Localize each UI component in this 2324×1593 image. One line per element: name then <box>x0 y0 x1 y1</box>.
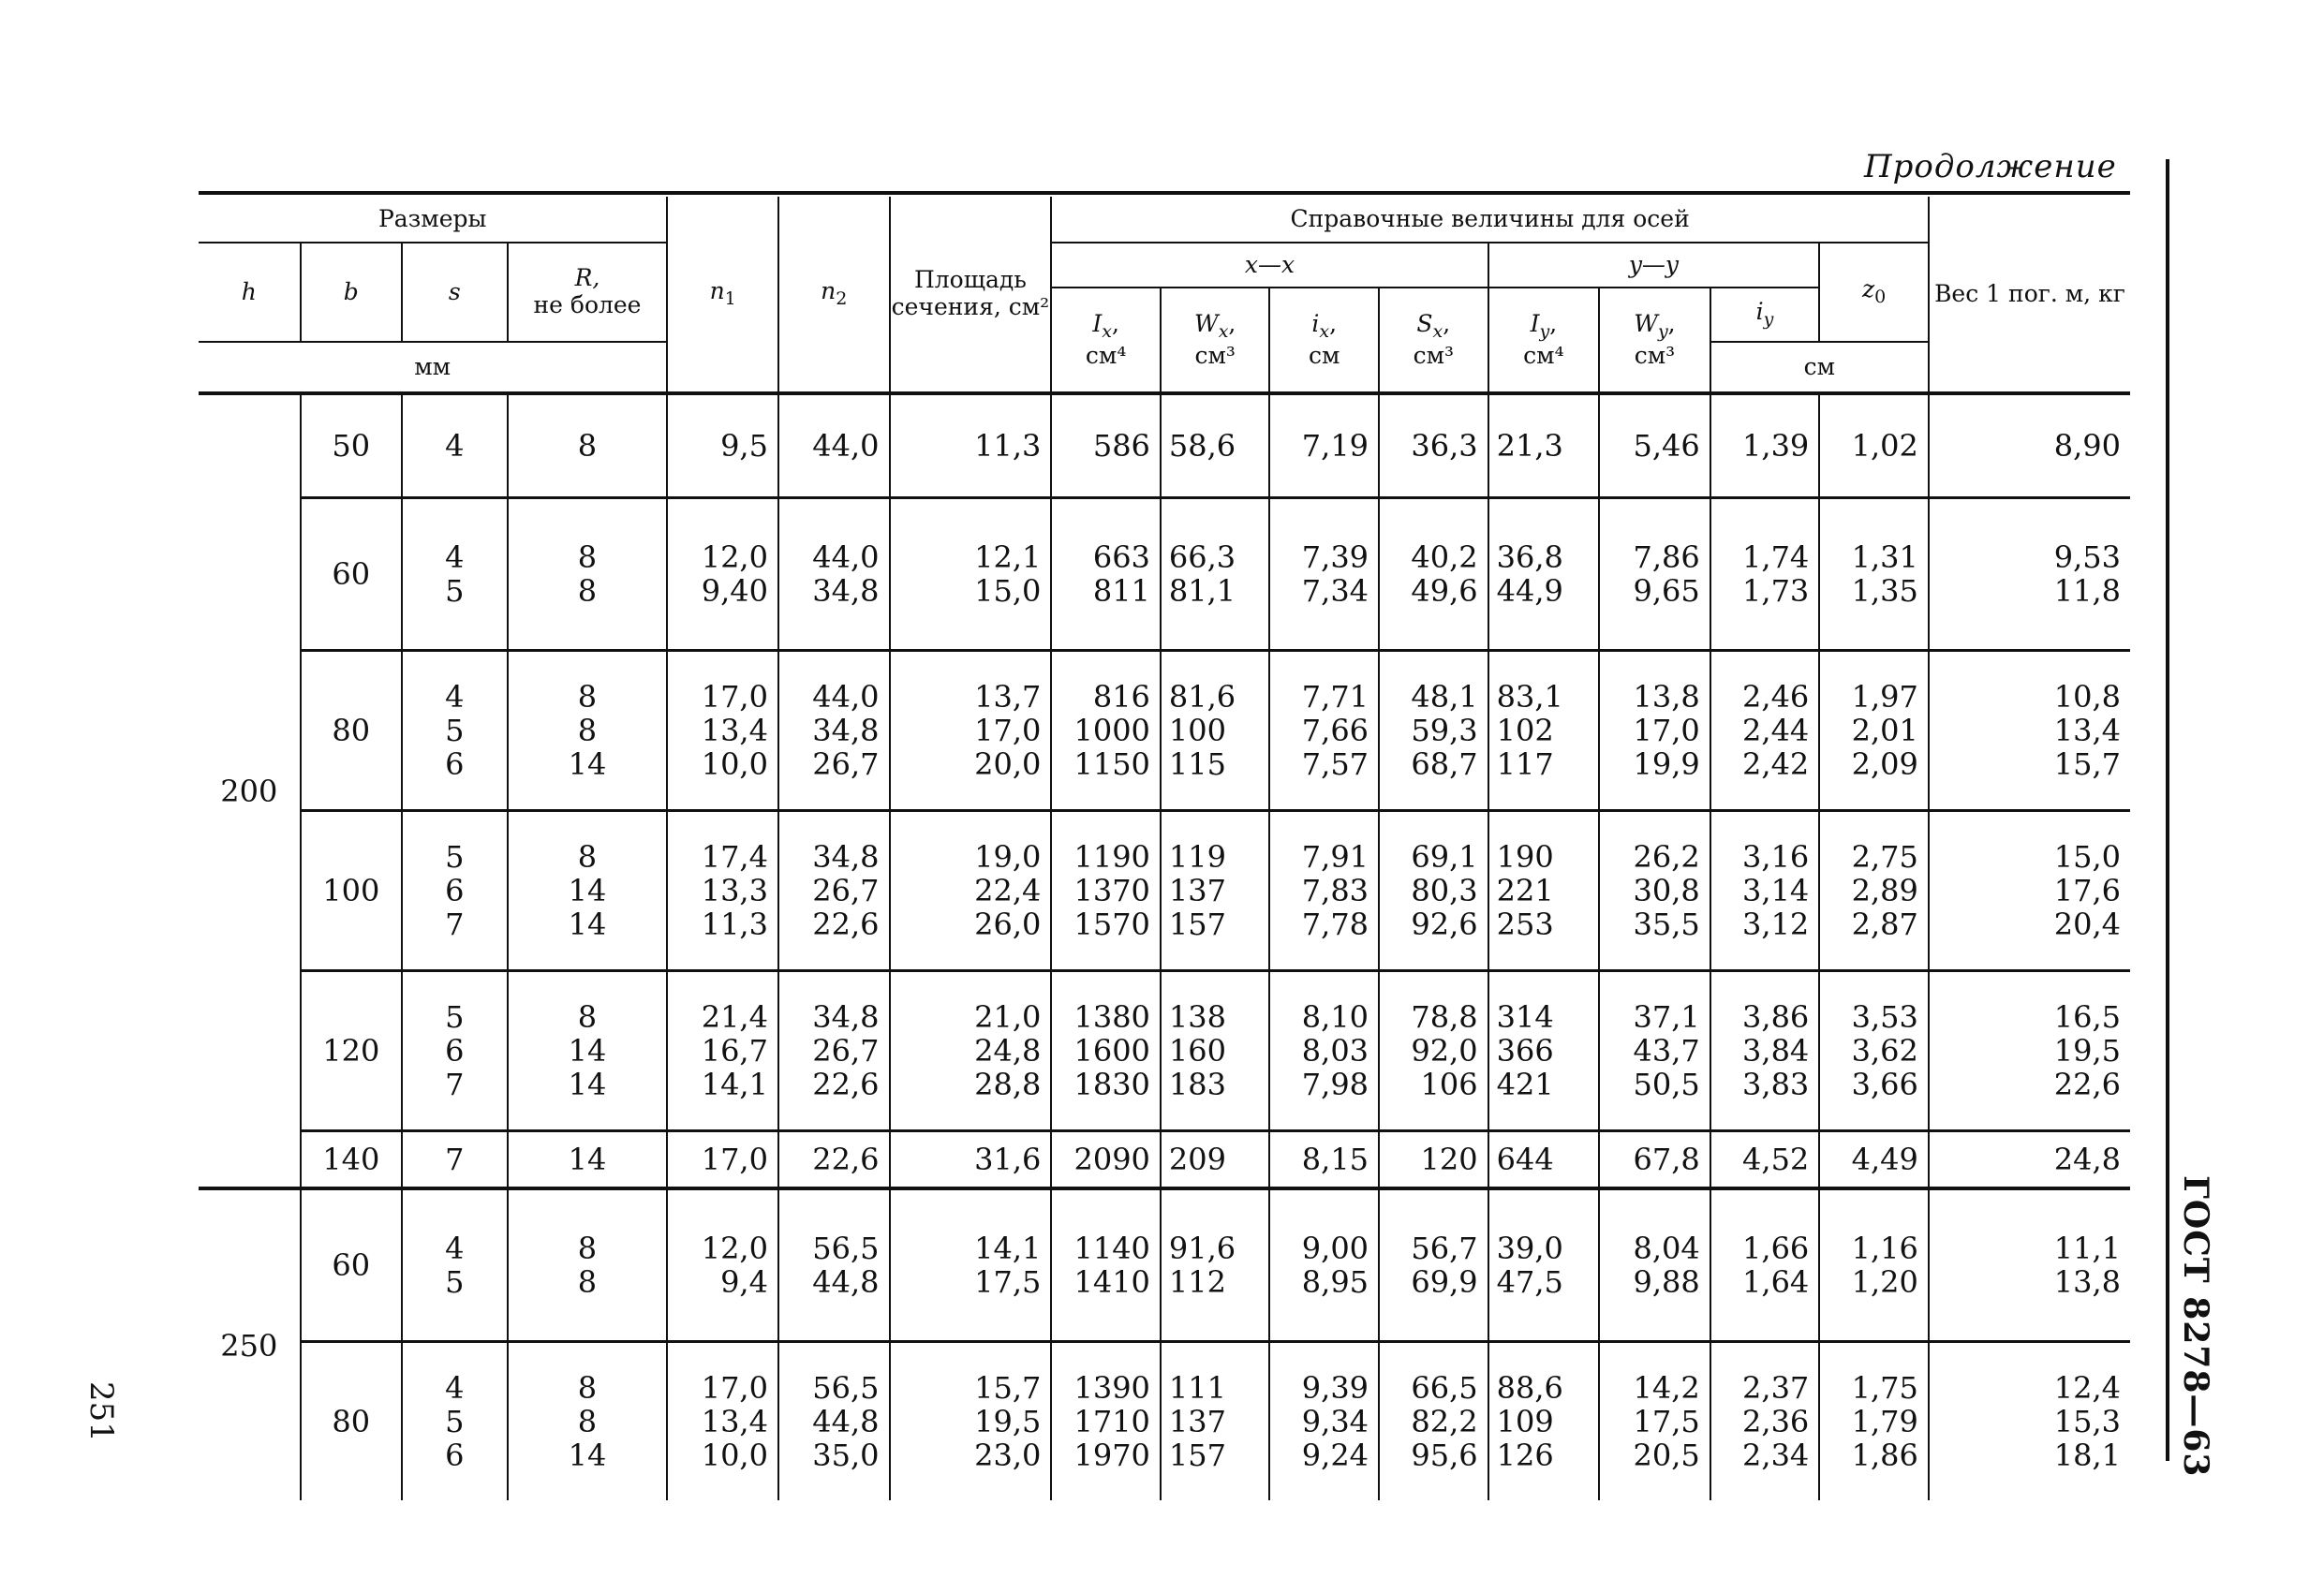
cell-Wx: 119 137 157 <box>1161 811 1270 971</box>
cell-Wy: 26,2 30,8 35,5 <box>1599 811 1710 971</box>
cell-iy: 2,37 2,36 2,34 <box>1710 1342 1820 1501</box>
header-n1: $n_1$ <box>667 197 778 393</box>
cell-R: 8 8 <box>508 1188 668 1342</box>
header-mm: мм <box>199 342 667 393</box>
cell-n2: 34,8 26,7 22,6 <box>778 811 890 971</box>
cell-Ix: 1380 1600 1830 <box>1051 971 1161 1131</box>
cell-Sx: 66,5 82,2 95,6 <box>1379 1342 1488 1501</box>
cell-R: 8 14 14 <box>508 811 668 971</box>
table-row <box>199 393 2130 498</box>
cell-n1: 12,0 9,4 <box>667 1188 778 1342</box>
cell-b: 140 <box>301 1131 403 1189</box>
cell-Wy: 37,1 43,7 50,5 <box>1599 971 1710 1131</box>
header-axis-x: x—x <box>1051 243 1488 288</box>
cell-iy: 2,46 2,44 2,42 <box>1710 651 1820 811</box>
cell-iy: 3,86 3,84 3,83 <box>1710 971 1820 1131</box>
header-s: s <box>402 243 508 342</box>
header-Iy: $I_y$, см⁴ <box>1488 288 1600 393</box>
cell-Ix: 663 811 <box>1051 498 1161 651</box>
header-area: Площадь сечения, см² <box>890 197 1052 393</box>
header-n2: $n_2$ <box>778 197 890 393</box>
cell-Wx: 138 160 183 <box>1161 971 1270 1131</box>
cell-weight: 24,8 <box>1929 1131 2130 1189</box>
cell-Ix: 816 1000 1150 <box>1051 651 1161 811</box>
header-Sx: $S_x$, см³ <box>1379 288 1488 393</box>
cell-area: 15,7 19,5 23,0 <box>890 1342 1052 1501</box>
cell-b: 120 <box>301 971 403 1131</box>
header-weight: Вес 1 пог. м, кг <box>1929 197 2130 393</box>
side-rule <box>2166 159 2169 1461</box>
cell-s: 4 5 6 <box>402 651 508 811</box>
steel-profile-table <box>199 197 2130 1500</box>
cell-b: 60 <box>301 1188 403 1342</box>
continued-label: Продолжение <box>1864 148 2117 185</box>
cell-Wx: 81,6 100 115 <box>1161 651 1270 811</box>
cell-s: 4 <box>402 393 508 498</box>
cell-area: 13,7 17,0 20,0 <box>890 651 1052 811</box>
cell-Iy: 314 366 421 <box>1488 971 1600 1131</box>
header-R: R, не более <box>508 243 668 342</box>
cell-iy: 1,39 <box>1710 393 1820 498</box>
cell-Wy: 7,86 9,65 <box>1599 498 1710 651</box>
cell-n2: 44,0 34,8 <box>778 498 890 651</box>
cell-z0: 3,53 3,62 3,66 <box>1819 971 1929 1131</box>
cell-Wy: 5,46 <box>1599 393 1710 498</box>
cell-n2: 34,8 26,7 22,6 <box>778 971 890 1131</box>
cell-area: 19,0 22,4 26,0 <box>890 811 1052 971</box>
cell-iy: 4,52 <box>1710 1131 1820 1189</box>
cell-Iy: 644 <box>1488 1131 1600 1189</box>
header-h: h <box>241 277 257 305</box>
cell-Wx: 209 <box>1161 1131 1270 1189</box>
header-Wx: $W_x$, см³ <box>1161 288 1270 393</box>
cell-Iy: 83,1 102 117 <box>1488 651 1600 811</box>
cell-area: 14,1 17,5 <box>890 1188 1052 1342</box>
cell-h: 250 <box>199 1188 301 1500</box>
cell-R: 8 8 <box>508 498 668 651</box>
cell-Sx: 40,2 49,6 <box>1379 498 1488 651</box>
cell-weight: 10,8 13,4 15,7 <box>1929 651 2130 811</box>
cell-weight: 8,90 <box>1929 393 2130 498</box>
standard-number: ГОСТ 8278—63 <box>2176 1175 2215 1478</box>
cell-z0: 1,16 1,20 <box>1819 1188 1929 1342</box>
cell-z0: 1,31 1,35 <box>1819 498 1929 651</box>
cell-weight: 12,4 15,3 18,1 <box>1929 1342 2130 1501</box>
cell-b: 50 <box>301 393 403 498</box>
cell-h: 200 <box>220 773 278 809</box>
cell-Iy: 36,8 44,9 <box>1488 498 1600 651</box>
cell-Wy: 13,8 17,0 19,9 <box>1599 651 1710 811</box>
cell-Iy: 39,0 47,5 <box>1488 1188 1600 1342</box>
cell-ix: 9,39 9,34 9,24 <box>1269 1342 1379 1501</box>
cell-Wx: 91,6 112 <box>1161 1188 1270 1342</box>
cell-ix: 7,71 7,66 7,57 <box>1269 651 1379 811</box>
cell-weight: 16,5 19,5 22,6 <box>1929 971 2130 1131</box>
cell-Iy: 190 221 253 <box>1488 811 1600 971</box>
header-z0: $z_0$ <box>1819 243 1929 342</box>
header-reference: Справочные величины для осей <box>1051 197 1929 243</box>
table-row <box>199 811 2130 971</box>
cell-n2: 44,0 34,8 26,7 <box>778 651 890 811</box>
cell-s: 4 5 6 <box>402 1342 508 1501</box>
cell-Sx: 36,3 <box>1379 393 1488 498</box>
cell-s: 4 5 <box>402 1188 508 1342</box>
cell-n1: 21,4 16,7 14,1 <box>667 971 778 1131</box>
page-number: 251 <box>82 1381 120 1442</box>
cell-n2: 56,5 44,8 <box>778 1188 890 1342</box>
cell-n2: 44,0 <box>778 393 890 498</box>
cell-area: 11,3 <box>890 393 1052 498</box>
cell-Sx: 78,8 92,0 106 <box>1379 971 1488 1131</box>
cell-s: 5 6 7 <box>402 811 508 971</box>
cell-iy: 1,74 1,73 <box>1710 498 1820 651</box>
cell-ix: 8,15 <box>1269 1131 1379 1189</box>
cell-Iy: 88,6 109 126 <box>1488 1342 1600 1501</box>
cell-Sx: 69,1 80,3 92,6 <box>1379 811 1488 971</box>
cell-area: 21,0 24,8 28,8 <box>890 971 1052 1131</box>
cell-n1: 12,0 9,40 <box>667 498 778 651</box>
table-row <box>199 498 2130 651</box>
table-top-rule <box>199 191 2130 195</box>
cell-Iy: 21,3 <box>1488 393 1600 498</box>
cell-n1: 17,4 13,3 11,3 <box>667 811 778 971</box>
table-header <box>199 197 2130 393</box>
cell-Sx: 56,7 69,9 <box>1379 1188 1488 1342</box>
header-b: b <box>301 243 403 342</box>
cell-b: 80 <box>301 651 403 811</box>
table-row <box>199 1342 2130 1501</box>
header-cm: см <box>1710 342 1929 393</box>
cell-n2: 56,5 44,8 35,0 <box>778 1342 890 1501</box>
cell-z0: 4,49 <box>1819 1131 1929 1189</box>
table-body <box>199 393 2130 1500</box>
cell-z0: 1,02 <box>1819 393 1929 498</box>
cell-z0: 2,75 2,89 2,87 <box>1819 811 1929 971</box>
table-row <box>199 971 2130 1131</box>
cell-n1: 17,0 13,4 10,0 <box>667 1342 778 1501</box>
cell-R: 8 <box>508 393 668 498</box>
cell-ix: 8,10 8,03 7,98 <box>1269 971 1379 1131</box>
header-Wy: $W_y$, см³ <box>1599 288 1710 393</box>
cell-area: 12,1 15,0 <box>890 498 1052 651</box>
cell-area: 31,6 <box>890 1131 1052 1189</box>
cell-Wx: 66,3 81,1 <box>1161 498 1270 651</box>
cell-z0: 1,75 1,79 1,86 <box>1819 1342 1929 1501</box>
cell-b: 60 <box>301 498 403 651</box>
header-Ix: $I_x$, см⁴ <box>1051 288 1161 393</box>
cell-s: 5 6 7 <box>402 971 508 1131</box>
cell-Wy: 14,2 17,5 20,5 <box>1599 1342 1710 1501</box>
cell-Wy: 67,8 <box>1599 1131 1710 1189</box>
cell-z0: 1,97 2,01 2,09 <box>1819 651 1929 811</box>
header-dimensions: Размеры <box>199 197 667 243</box>
cell-s: 7 <box>402 1131 508 1189</box>
cell-Sx: 120 <box>1379 1131 1488 1189</box>
cell-Wy: 8,04 9,88 <box>1599 1188 1710 1342</box>
cell-ix: 9,00 8,95 <box>1269 1188 1379 1342</box>
cell-ix: 7,91 7,83 7,78 <box>1269 811 1379 971</box>
cell-Wx: 58,6 <box>1161 393 1270 498</box>
header-ix: $i_x$, см <box>1269 288 1379 393</box>
cell-R: 8 14 14 <box>508 971 668 1131</box>
cell-s: 4 5 <box>402 498 508 651</box>
cell-n2: 22,6 <box>778 1131 890 1189</box>
cell-ix: 7,39 7,34 <box>1269 498 1379 651</box>
cell-weight: 9,53 11,8 <box>1929 498 2130 651</box>
cell-Ix: 1140 1410 <box>1051 1188 1161 1342</box>
cell-ix: 7,19 <box>1269 393 1379 498</box>
table-row <box>199 651 2130 811</box>
cell-n1: 9,5 <box>667 393 778 498</box>
cell-b: 80 <box>301 1342 403 1501</box>
header-iy: $i_y$ <box>1710 288 1820 342</box>
cell-R: 14 <box>508 1131 668 1189</box>
cell-iy: 3,16 3,14 3,12 <box>1710 811 1820 971</box>
cell-Ix: 586 <box>1051 393 1161 498</box>
cell-n1: 17,0 13,4 10,0 <box>667 651 778 811</box>
cell-Sx: 48,1 59,3 68,7 <box>1379 651 1488 811</box>
cell-Wx: 111 137 157 <box>1161 1342 1270 1501</box>
table-row <box>199 1131 2130 1189</box>
cell-b: 100 <box>301 811 403 971</box>
cell-Ix: 2090 <box>1051 1131 1161 1189</box>
cell-Ix: 1390 1710 1970 <box>1051 1342 1161 1501</box>
cell-n1: 17,0 <box>667 1131 778 1189</box>
cell-Ix: 1190 1370 1570 <box>1051 811 1161 971</box>
cell-iy: 1,66 1,64 <box>1710 1188 1820 1342</box>
table-row <box>199 1188 2130 1342</box>
cell-R: 8 8 14 <box>508 1342 668 1501</box>
header-axis-y: y—y <box>1488 243 1820 288</box>
cell-R: 8 8 14 <box>508 651 668 811</box>
cell-weight: 15,0 17,6 20,4 <box>1929 811 2130 971</box>
cell-weight: 11,1 13,8 <box>1929 1188 2130 1342</box>
